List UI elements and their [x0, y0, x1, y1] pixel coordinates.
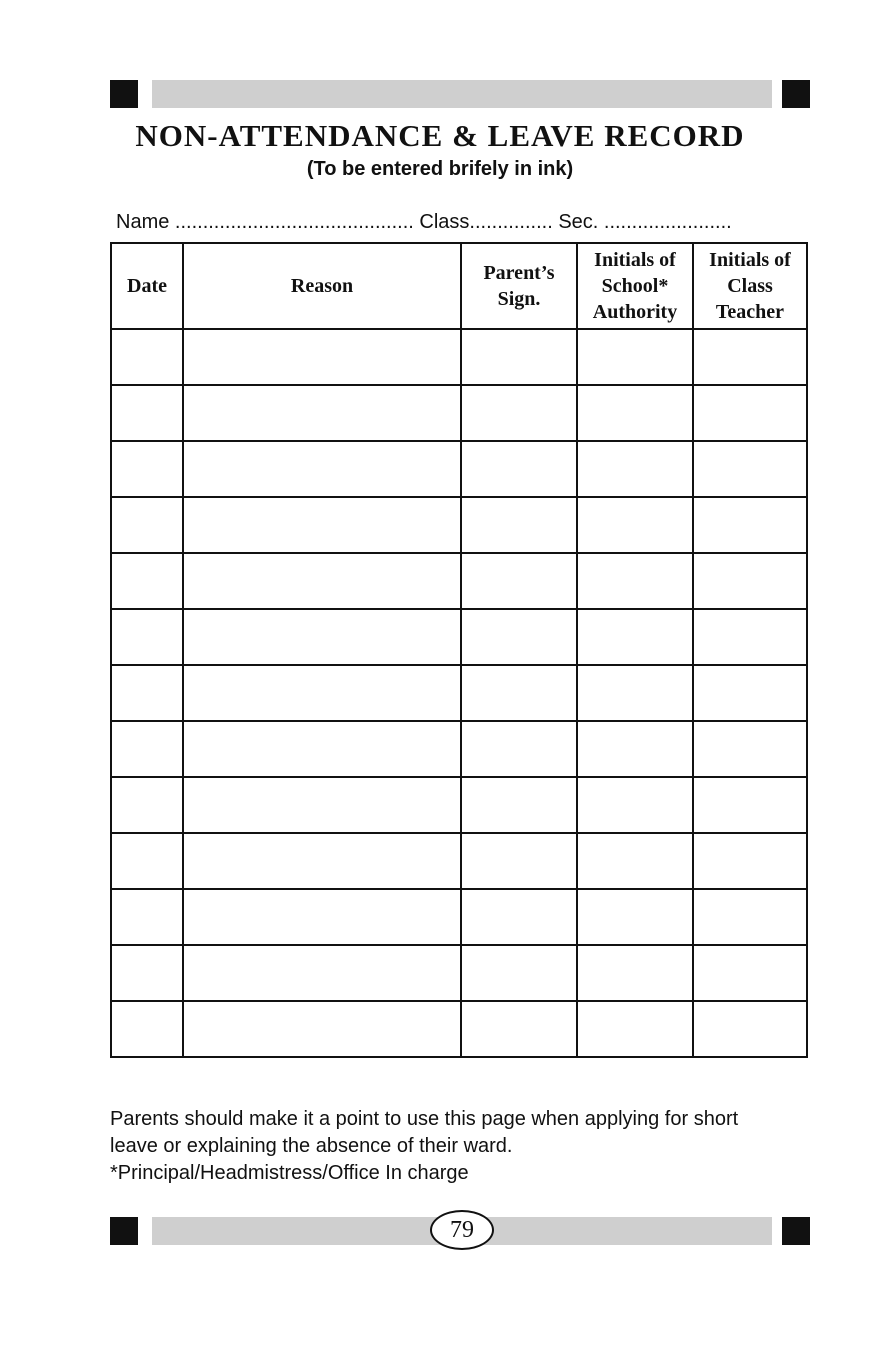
table-row	[111, 497, 807, 553]
reason-cell[interactable]	[183, 833, 461, 889]
header-class-teacher	[693, 243, 807, 329]
table-row	[111, 945, 807, 1001]
reason-cell[interactable]	[183, 441, 461, 497]
right-black-square	[782, 80, 810, 108]
school-authority-initials-cell[interactable]	[577, 329, 693, 385]
header-line: School*	[601, 275, 669, 297]
page-title: NON-ATTENDANCE & LEAVE RECORD	[135, 118, 745, 153]
table-row	[111, 1001, 807, 1057]
school-authority-initials-cell[interactable]	[577, 553, 693, 609]
school-authority-initials-cell[interactable]	[577, 665, 693, 721]
class-teacher-initials-cell[interactable]	[693, 385, 807, 441]
table-row	[111, 329, 807, 385]
parents-sign-cell[interactable]	[461, 441, 577, 497]
header-date: Date	[111, 243, 183, 329]
reason-cell[interactable]	[183, 609, 461, 665]
parents-sign-cell[interactable]	[461, 721, 577, 777]
page-subtitle: (To be entered brifely in ink)	[306, 158, 574, 180]
reason-cell[interactable]	[183, 385, 461, 441]
date-cell[interactable]	[111, 553, 183, 609]
page-number: 79	[430, 1210, 494, 1250]
header-reason: Reason	[183, 243, 461, 329]
right-black-square	[782, 1217, 810, 1245]
date-cell[interactable]	[111, 609, 183, 665]
table-header-row	[111, 243, 807, 329]
class-teacher-initials-cell[interactable]	[693, 665, 807, 721]
school-authority-initials-cell[interactable]	[577, 609, 693, 665]
parents-sign-cell[interactable]	[461, 833, 577, 889]
header-line: Teacher	[715, 301, 785, 323]
reason-cell[interactable]	[183, 1001, 461, 1057]
header-line: Class	[727, 275, 773, 297]
class-teacher-initials-cell[interactable]	[693, 497, 807, 553]
reason-cell[interactable]	[183, 889, 461, 945]
table-row	[111, 441, 807, 497]
reason-cell[interactable]	[183, 553, 461, 609]
school-authority-initials-cell[interactable]	[577, 721, 693, 777]
parents-sign-cell[interactable]	[461, 497, 577, 553]
date-cell[interactable]	[111, 1001, 183, 1057]
class-teacher-initials-cell[interactable]	[693, 609, 807, 665]
reason-cell[interactable]	[183, 721, 461, 777]
parents-sign-cell[interactable]	[461, 1001, 577, 1057]
class-teacher-initials-cell[interactable]	[693, 329, 807, 385]
class-teacher-initials-cell[interactable]	[693, 945, 807, 1001]
reason-cell[interactable]	[183, 497, 461, 553]
table-row	[111, 721, 807, 777]
reason-cell[interactable]	[183, 777, 461, 833]
school-authority-initials-cell[interactable]	[577, 833, 693, 889]
class-teacher-initials-cell[interactable]	[693, 441, 807, 497]
grey-strip	[152, 80, 772, 108]
date-cell[interactable]	[111, 441, 183, 497]
top-decorative-bar	[110, 80, 810, 108]
reason-cell[interactable]	[183, 329, 461, 385]
table-row	[111, 833, 807, 889]
table-row	[111, 665, 807, 721]
parents-sign-cell[interactable]	[461, 329, 577, 385]
header-line: Parent’s	[483, 262, 555, 284]
leave-record-table	[110, 242, 808, 1058]
note-line: Parents should make it a point to use this page when applying for short	[110, 1108, 739, 1130]
date-cell[interactable]	[111, 721, 183, 777]
school-authority-initials-cell[interactable]	[577, 1001, 693, 1057]
school-authority-initials-cell[interactable]	[577, 889, 693, 945]
left-black-square	[110, 80, 138, 108]
header-line: Initials of	[709, 249, 791, 271]
parents-sign-cell[interactable]	[461, 609, 577, 665]
date-cell[interactable]	[111, 385, 183, 441]
parents-sign-cell[interactable]	[461, 945, 577, 1001]
date-cell[interactable]	[111, 889, 183, 945]
parents-sign-cell[interactable]	[461, 553, 577, 609]
table-body	[111, 329, 807, 1057]
school-authority-initials-cell[interactable]	[577, 497, 693, 553]
date-cell[interactable]	[111, 329, 183, 385]
reason-cell[interactable]	[183, 945, 461, 1001]
note-line: leave or explaining the absence of their ward.	[110, 1135, 513, 1157]
table-row	[111, 889, 807, 945]
school-authority-initials-cell[interactable]	[577, 777, 693, 833]
date-cell[interactable]	[111, 833, 183, 889]
parents-sign-cell[interactable]	[461, 889, 577, 945]
reason-cell[interactable]	[183, 665, 461, 721]
parents-sign-cell[interactable]	[461, 385, 577, 441]
header-school-authority	[577, 243, 693, 329]
class-teacher-initials-cell[interactable]	[693, 1001, 807, 1057]
date-cell[interactable]	[111, 665, 183, 721]
header-parents-sign	[461, 243, 577, 329]
date-cell[interactable]	[111, 945, 183, 1001]
school-authority-initials-cell[interactable]	[577, 385, 693, 441]
table-row	[111, 553, 807, 609]
header-line: Authority	[592, 301, 678, 323]
date-cell[interactable]	[111, 497, 183, 553]
class-teacher-initials-cell[interactable]	[693, 777, 807, 833]
header-line: Initials of	[594, 249, 676, 271]
class-teacher-initials-cell[interactable]	[693, 553, 807, 609]
school-authority-initials-cell[interactable]	[577, 441, 693, 497]
parents-sign-cell[interactable]	[461, 665, 577, 721]
parents-sign-cell[interactable]	[461, 777, 577, 833]
instructions-note	[110, 1106, 810, 1187]
class-teacher-initials-cell[interactable]	[693, 721, 807, 777]
name-class-sec-line: Name ........................................... Class............... Sec. .......................	[116, 211, 732, 233]
table-row	[111, 609, 807, 665]
table-row	[111, 385, 807, 441]
class-teacher-initials-cell[interactable]	[693, 889, 807, 945]
class-teacher-initials-cell[interactable]	[693, 833, 807, 889]
header-line: Sign.	[497, 288, 541, 310]
table-row	[111, 777, 807, 833]
school-authority-initials-cell[interactable]	[577, 945, 693, 1001]
left-black-square	[110, 1217, 138, 1245]
date-cell[interactable]	[111, 777, 183, 833]
footnote: *Principal/Headmistress/Office In charge	[110, 1162, 469, 1184]
